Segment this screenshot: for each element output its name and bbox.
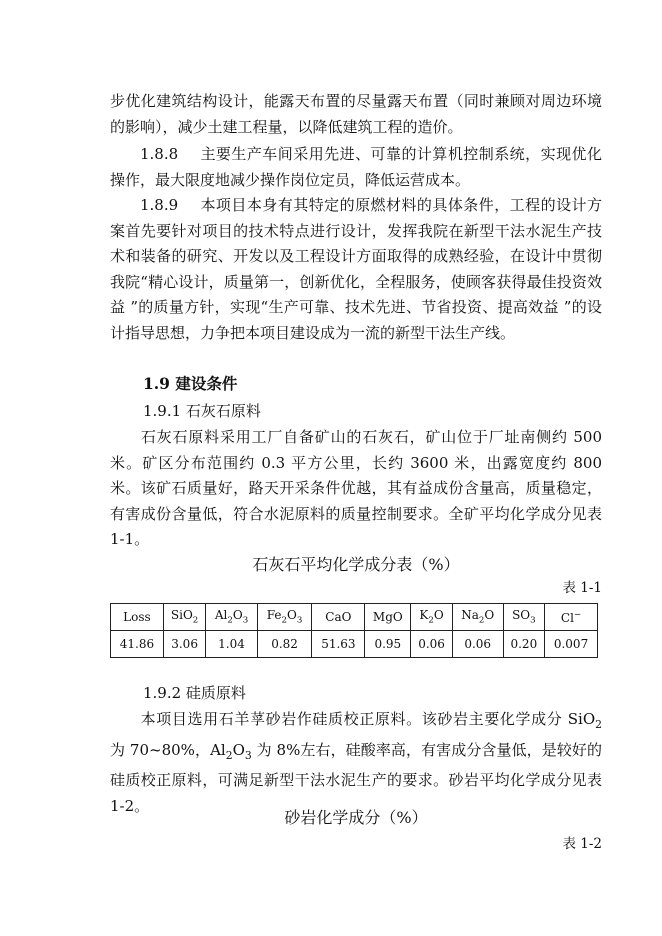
table-value-row	[111, 631, 598, 658]
value-cell: 51.63	[312, 631, 365, 658]
subsection-heading-limestone: 1.9.1 石灰石原料	[143, 402, 261, 420]
table-header-row	[111, 604, 598, 631]
header-cell: $Al_2O_3$	[206, 604, 257, 631]
value-cell: 0.20	[503, 631, 544, 658]
subsection-heading-siliceous: 1.9.2 硅质原料	[143, 684, 246, 702]
header-cell: Cl−	[545, 604, 598, 631]
clause-text: 主要生产车间采用先进、可靠的计算机控制系统，实现优化操作，最大限度地减少操作岗位定员，降低运营成本。	[110, 145, 602, 189]
table-2-caption: 砂岩化学成分（%）	[284, 808, 428, 827]
table-2-number: 表 1-2	[562, 836, 602, 852]
value-cell: 1.04	[206, 631, 257, 658]
header-cell: $Fe_2O_3$	[257, 604, 312, 631]
paragraph-1-8-8	[110, 142, 602, 193]
section-heading: 1.9 建设条件	[143, 374, 238, 393]
value-cell: 0.06	[452, 631, 503, 658]
header-cell: MgO	[365, 604, 411, 631]
clause-text: 本项目本身有其特定的原燃材料的具体条件，工程的设计方案首先要针对项目的技术特点进行设计，发挥我院在新型干法水泥生产技术和装备的研究、开发以及工程设计方面取得的成熟经验，在设计中贯彻我院“精心设计，质量第一，创新优化，全程服务，使顾客获得最佳投资效益 ”的质量方针，实现“生产可靠、技术先进、节省投资、提高效益 ”的设计指导思想，力争把本项目建设成为一流的新型干法生产线。	[110, 196, 602, 342]
paragraph-building-design: 步优化建筑结构设计，能露天布置的尽量露天布置（同时兼顾对周边环境的影响），减少土建工程量，以降低建筑工程的造价。	[110, 92, 602, 136]
table-1-caption: 石灰石平均化学成分表（%）	[252, 555, 460, 574]
paragraph-siliceous: 本项目选用石羊莩砂岩作硅质校正原料。该砂岩主要化学成分 SiO$_2$ 为 70~80%，$Al_2O_3$ 为 8%左右，硅酸率高，有害成分含量低，是较好的硅质校正原料，可满足新型干法水泥生产的要求。砂岩平均化学成分见表 1-2。	[110, 710, 602, 815]
header-cell: CaO	[312, 604, 365, 631]
paragraph-1-8-9	[110, 193, 602, 347]
header-cell: SiO$_2$	[163, 604, 205, 631]
paragraph-limestone	[110, 425, 602, 553]
header-cell: $Na_2O$	[452, 604, 503, 631]
header-cell: $SO_3$	[503, 604, 544, 631]
paragraph-text: 石灰石原料采用工厂自备矿山的石灰石，矿山位于厂址南侧约 500 米。矿区分布范围约 0.3 平方公里，长约 3600 米，出露宽度约 800 米。该矿石质量好，路天开采条件优越，其有益成份含量高，质量稳定，有害成份含量低，符合水泥原料的质量控制要求。全矿平均化学成分见表 1-1。	[110, 428, 602, 549]
limestone-chemistry-table	[110, 603, 598, 658]
value-cell: 0.007	[545, 631, 598, 658]
header-cell: $K_2O$	[411, 604, 452, 631]
value-cell: 41.86	[111, 631, 164, 658]
value-cell: 0.82	[257, 631, 312, 658]
value-cell: 3.06	[163, 631, 205, 658]
header-cell: Loss	[111, 604, 164, 631]
clause-number: 1.8.8	[140, 145, 179, 163]
table-1-number: 表 1-1	[562, 580, 602, 596]
value-cell: 0.95	[365, 631, 411, 658]
value-cell: 0.06	[411, 631, 452, 658]
clause-number: 1.8.9	[140, 196, 179, 214]
